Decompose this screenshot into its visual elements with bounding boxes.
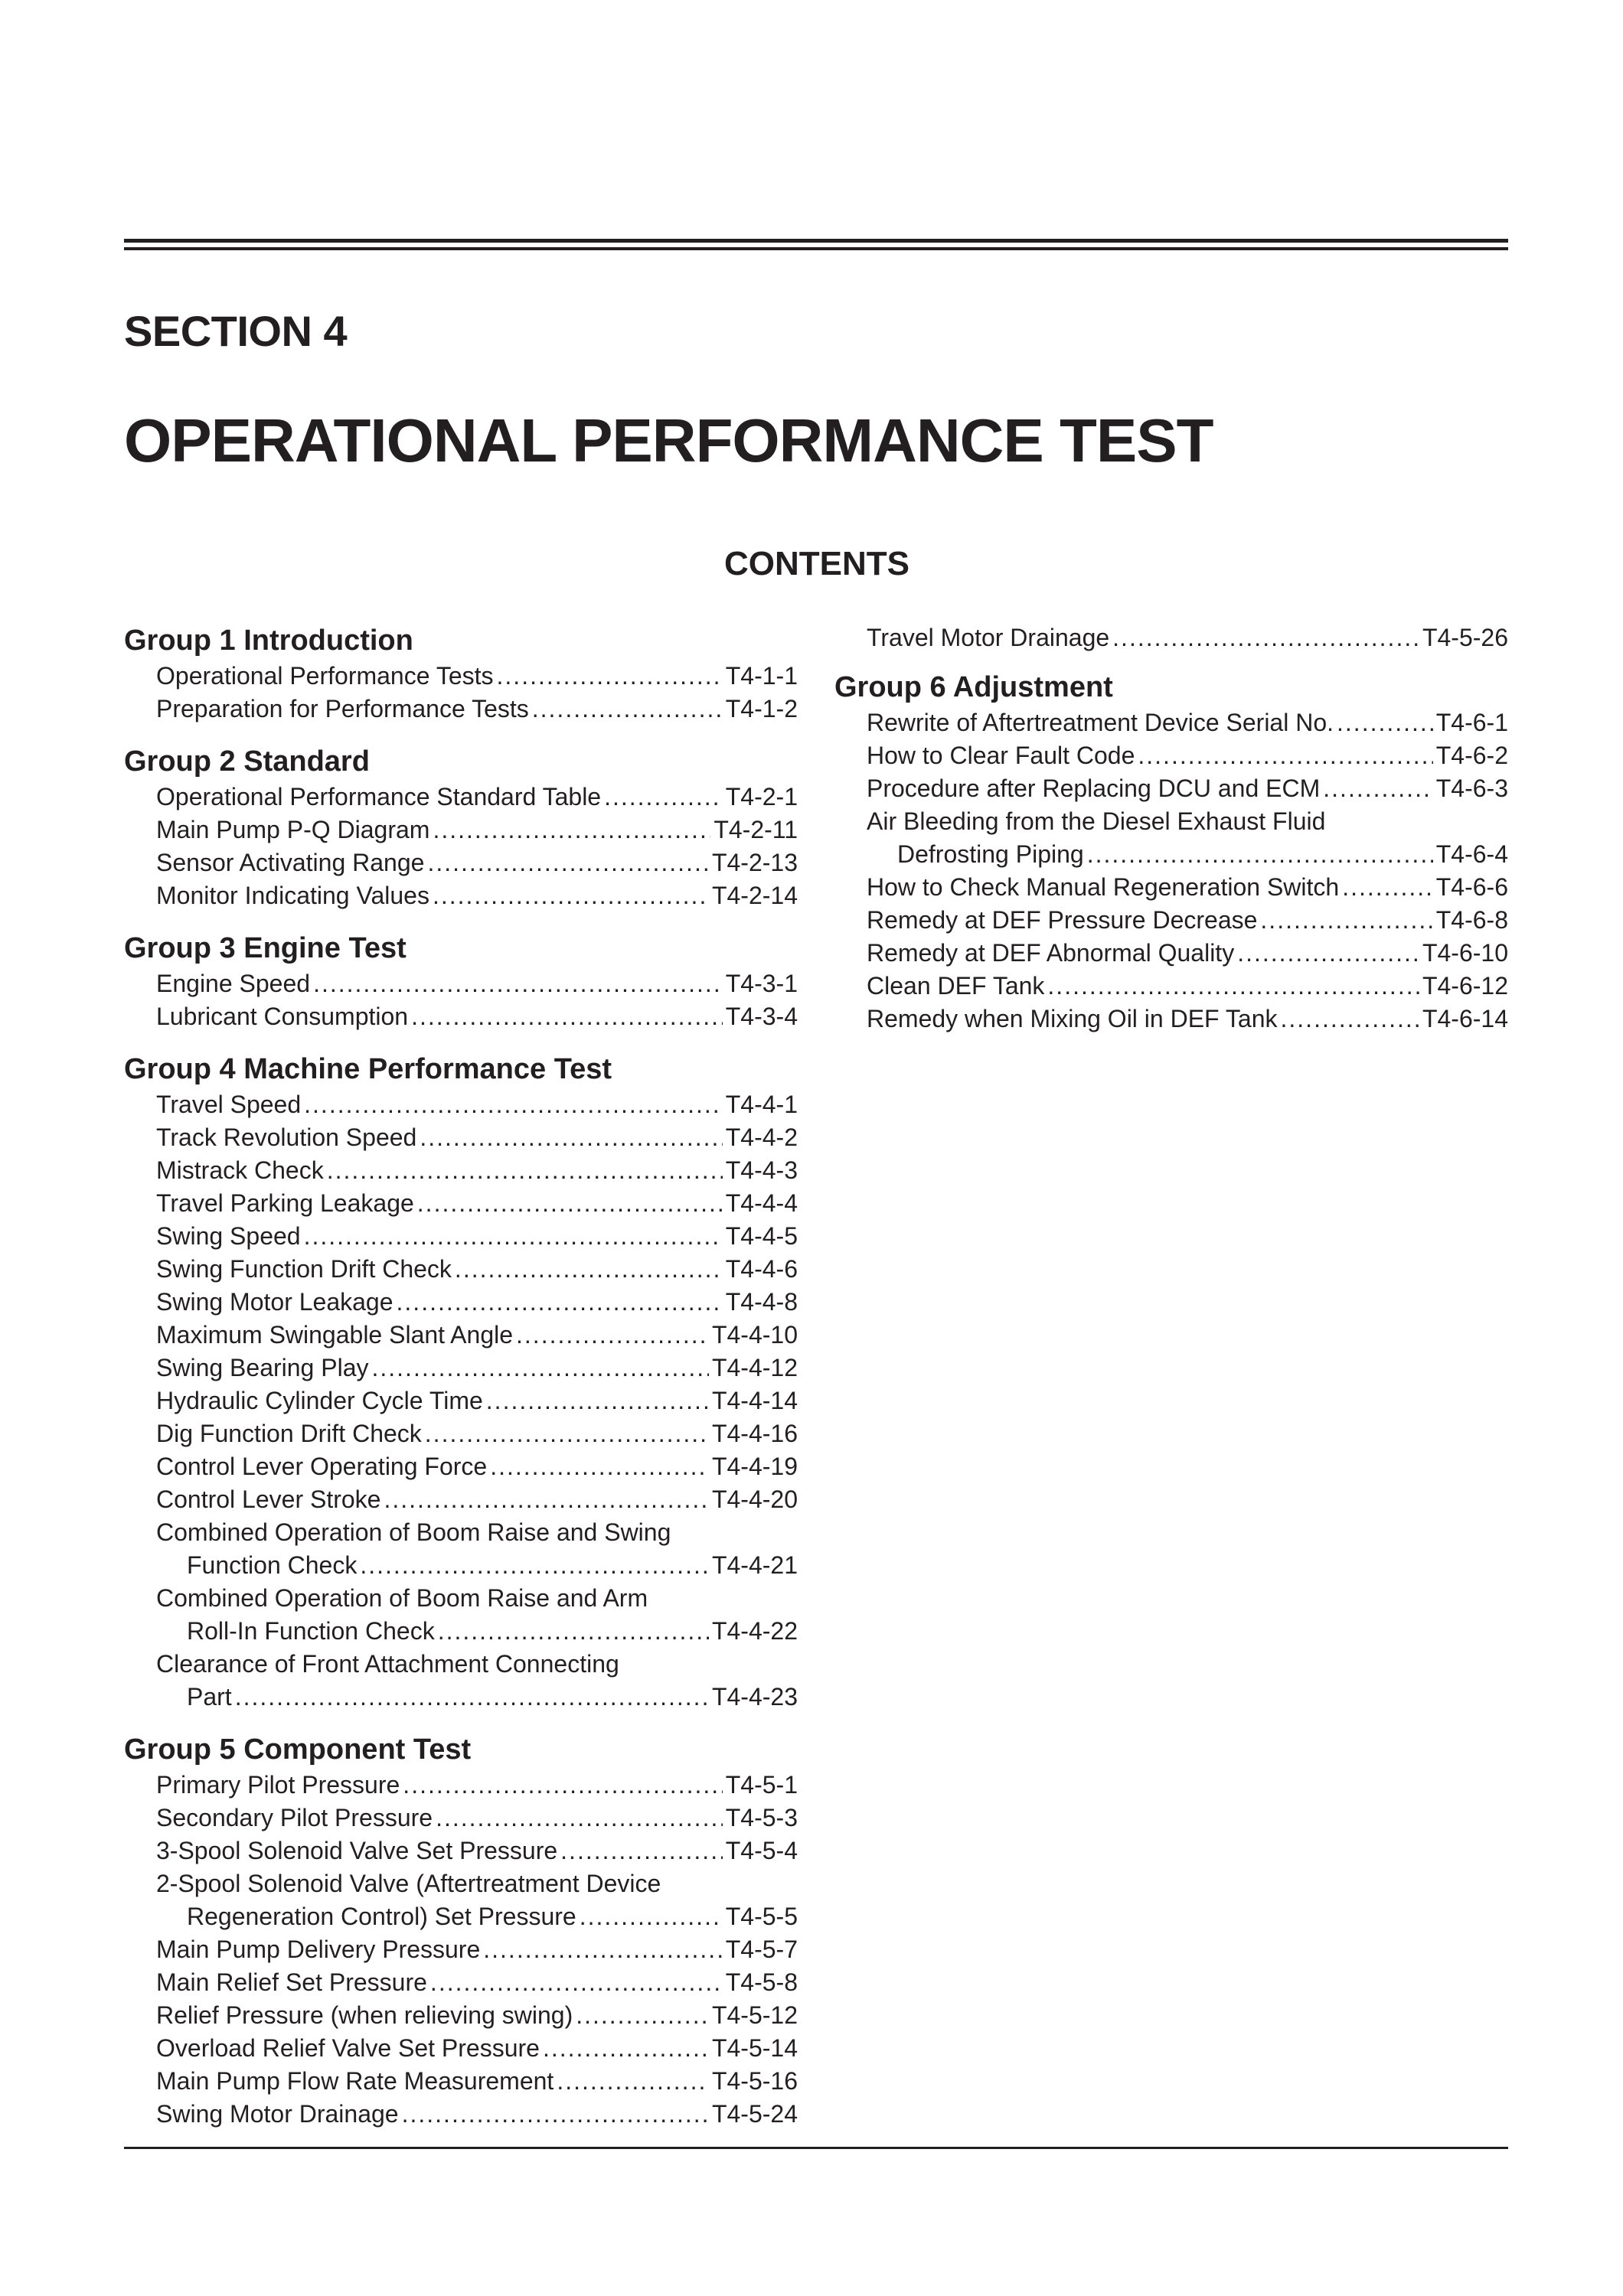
dot-leader (490, 1450, 709, 1483)
dot-leader (532, 693, 723, 726)
toc-entry[interactable] (156, 1966, 798, 1999)
entry-title: Relief Pressure (when relieving swing) (156, 2001, 573, 2029)
entry-title: Swing Bearing Play (156, 1354, 369, 1381)
entry-title: Main Pump Delivery Pressure (156, 1936, 481, 1963)
entry-page: T4-4-3 (725, 1156, 798, 1184)
entry-page: T4-4-4 (725, 1189, 798, 1217)
dot-leader (235, 1681, 709, 1714)
dot-leader (371, 1352, 708, 1384)
toc-entry[interactable] (156, 1000, 798, 1033)
toc-entry[interactable] (156, 1384, 798, 1417)
toc-entry[interactable] (156, 2098, 798, 2131)
dot-leader (403, 1769, 722, 1802)
entry-page: T4-2-13 (711, 849, 798, 876)
entry-page: T4-6-1 (1435, 709, 1508, 736)
entry-title: Overload Relief Valve Set Pressure (156, 2034, 540, 2062)
entry-title: Travel Parking Leakage (156, 1189, 414, 1217)
toc-entry[interactable] (156, 2065, 798, 2098)
entry-page: T4-4-12 (711, 1354, 798, 1381)
toc-group-2 (124, 742, 798, 912)
entry-page: T4-2-1 (725, 783, 798, 810)
entry-page: T4-4-14 (711, 1387, 798, 1414)
dot-leader (384, 1483, 708, 1516)
entry-title: Remedy when Mixing Oil in DEF Tank (867, 1005, 1278, 1032)
entry-page: T4-4-10 (711, 1321, 798, 1349)
dot-leader (557, 2065, 709, 2098)
entry-page: T4-4-21 (711, 1551, 798, 1579)
entry-page: T4-5-3 (725, 1804, 798, 1831)
toc-entry[interactable] (867, 621, 1508, 654)
toc-entry[interactable] (867, 739, 1508, 772)
toc-entry[interactable] (156, 1516, 798, 1582)
entry-title: Rewrite of Aftertreatment Device Serial No. (867, 709, 1334, 736)
group-title: Group 4 Machine Performance Test (124, 1053, 612, 1085)
toc-entry[interactable] (156, 2032, 798, 2065)
dot-leader (455, 1253, 723, 1286)
dot-leader (576, 1999, 709, 2032)
toc-entry[interactable] (156, 1319, 798, 1352)
toc-group-5 (124, 1730, 798, 2131)
entry-page: T4-6-14 (1422, 1005, 1508, 1032)
toc-entry[interactable] (156, 1253, 798, 1286)
dot-leader (1342, 871, 1433, 904)
entry-page: T4-1-2 (725, 695, 798, 722)
entry-title: Main Pump Flow Rate Measurement (156, 2067, 554, 2095)
dot-leader (433, 879, 709, 912)
entry-title: Swing Motor Leakage (156, 1288, 394, 1316)
dot-leader (430, 1966, 723, 1999)
dot-leader (1112, 621, 1419, 654)
toc-entry[interactable] (156, 1769, 798, 1802)
toc-entry[interactable] (156, 1648, 798, 1714)
dot-leader (486, 1384, 709, 1417)
dot-leader (438, 1615, 709, 1648)
toc-entry[interactable] (156, 660, 798, 693)
dot-leader (1237, 937, 1419, 970)
group-title: Group 5 Component Test (124, 1733, 472, 1766)
entry-page: T4-3-1 (725, 970, 798, 997)
dot-leader (1281, 1003, 1419, 1035)
toc-entry[interactable] (867, 706, 1508, 739)
toc-entry[interactable] (156, 1187, 798, 1220)
entry-title: Swing Function Drift Check (156, 1255, 452, 1283)
entry-page: T4-4-2 (725, 1124, 798, 1151)
entry-title: Defrosting Piping (897, 840, 1084, 868)
entry-page: T4-6-10 (1422, 939, 1508, 967)
dot-leader (304, 1220, 723, 1253)
entry-page: T4-4-1 (725, 1091, 798, 1118)
toc-group-1 (124, 621, 798, 726)
entry-title: Regeneration Control) Set Pressure (187, 1903, 576, 1930)
dot-leader (1138, 739, 1432, 772)
dot-leader (411, 1000, 723, 1033)
entry-title: Primary Pilot Pressure (156, 1771, 400, 1799)
entry-title: Sensor Activating Range (156, 849, 425, 876)
entry-title: Engine Speed (156, 970, 311, 997)
entry-page: T4-4-16 (711, 1420, 798, 1447)
group-title: Group 6 Adjustment (834, 671, 1113, 703)
entry-title: Remedy at DEF Pressure Decrease (867, 906, 1258, 934)
toc-entry[interactable] (156, 1450, 798, 1483)
entry-title: Operational Performance Standard Table (156, 783, 602, 810)
toc-entry[interactable] (156, 1835, 798, 1867)
entry-page: T4-6-12 (1422, 972, 1508, 1000)
section-label: SECTION 4 (124, 307, 348, 355)
entry-title: Clean DEF Tank (867, 972, 1045, 1000)
dot-leader (304, 1088, 723, 1121)
entry-page: T4-6-2 (1435, 742, 1508, 769)
toc-entry[interactable] (156, 1582, 798, 1648)
entry-title-line1: 2-Spool Solenoid Valve (Aftertreatment Device (156, 1870, 661, 1897)
entry-page: T4-4-6 (725, 1255, 798, 1283)
entry-title: Operational Performance Tests (156, 662, 494, 690)
page-title: OPERATIONAL PERFORMANCE TEST (124, 406, 1213, 475)
toc-entry[interactable] (156, 879, 798, 912)
dot-leader (360, 1549, 709, 1582)
dot-leader (327, 1154, 723, 1187)
dot-leader (1047, 970, 1419, 1003)
toc-entry[interactable] (867, 871, 1508, 904)
dot-leader (1087, 838, 1433, 871)
entry-title: Swing Motor Drainage (156, 2100, 399, 2128)
entry-page: T4-4-19 (711, 1453, 798, 1480)
entry-page: T4-5-14 (711, 2034, 798, 2062)
entry-page: T4-4-23 (711, 1683, 798, 1711)
entry-title: Travel Speed (156, 1091, 302, 1118)
entry-page: T4-5-5 (725, 1903, 798, 1930)
toc-entry[interactable] (156, 967, 798, 1000)
entry-page: T4-5-26 (1422, 624, 1508, 651)
entry-page: T4-2-14 (711, 882, 798, 909)
dot-leader (420, 1121, 722, 1154)
entry-title: Function Check (187, 1551, 358, 1579)
top-rule-thick (124, 239, 1508, 243)
dot-leader (1337, 706, 1433, 739)
toc-entry[interactable] (156, 1802, 798, 1835)
entry-page: T4-6-3 (1435, 775, 1508, 802)
entry-page: T4-5-24 (711, 2100, 798, 2128)
entry-title: Swing Speed (156, 1222, 301, 1250)
toc-group-4 (124, 1050, 798, 1714)
dot-leader (1260, 904, 1432, 937)
toc-entry[interactable] (156, 781, 798, 814)
entry-page: T4-5-16 (711, 2067, 798, 2095)
entry-page: T4-6-6 (1435, 873, 1508, 901)
entry-title-line1: Combined Operation of Boom Raise and Arm (156, 1584, 648, 1612)
entry-title: Track Revolution Speed (156, 1124, 417, 1151)
dot-leader (497, 660, 723, 693)
dot-leader (516, 1319, 709, 1352)
entry-title: Hydraulic Cylinder Cycle Time (156, 1387, 483, 1414)
toc-right-column (834, 621, 1508, 1052)
entry-title-line1: Combined Operation of Boom Raise and Swing (156, 1518, 671, 1546)
entry-title: Main Pump P-Q Diagram (156, 816, 430, 843)
entry-page: T4-5-8 (725, 1968, 798, 1996)
toc-entry[interactable] (156, 846, 798, 879)
dot-leader (560, 1835, 723, 1867)
toc-entry[interactable] (156, 1867, 798, 1933)
dot-leader (543, 2032, 709, 2065)
toc-group-6 (834, 668, 1508, 1035)
entry-page: T4-5-7 (725, 1936, 798, 1963)
entry-title: Roll-In Function Check (187, 1617, 435, 1645)
toc-entry[interactable] (156, 1088, 798, 1121)
toc-entry[interactable] (867, 772, 1508, 805)
toc-entry[interactable] (867, 937, 1508, 970)
entry-title: Part (187, 1683, 232, 1711)
entry-title: Remedy at DEF Abnormal Quality (867, 939, 1235, 967)
group-title: Group 3 Engine Test (124, 932, 407, 964)
entry-page: T4-1-1 (725, 662, 798, 690)
entry-title: Control Lever Operating Force (156, 1453, 488, 1480)
toc-left-column (124, 621, 798, 2148)
entry-title: 3-Spool Solenoid Valve Set Pressure (156, 1837, 558, 1864)
entry-title: Dig Function Drift Check (156, 1420, 422, 1447)
toc-entry[interactable] (867, 1003, 1508, 1035)
entry-title: How to Clear Fault Code (867, 742, 1135, 769)
entry-title: Procedure after Replacing DCU and ECM (867, 775, 1321, 802)
contents-heading: CONTENTS (724, 545, 909, 582)
entry-page: T4-5-1 (725, 1771, 798, 1799)
toc-entry[interactable] (156, 814, 798, 846)
entry-title: Lubricant Consumption (156, 1003, 409, 1030)
entry-page: T4-4-8 (725, 1288, 798, 1316)
entry-title: Travel Motor Drainage (867, 624, 1110, 651)
dot-leader (417, 1187, 723, 1220)
toc-entry[interactable] (156, 1483, 798, 1516)
toc-entry[interactable] (156, 693, 798, 726)
entry-title: How to Check Manual Regeneration Switch (867, 873, 1340, 901)
entry-title: Secondary Pilot Pressure (156, 1804, 433, 1831)
entry-page: T4-4-5 (725, 1222, 798, 1250)
bottom-rule (124, 2147, 1508, 2149)
dot-leader (425, 1417, 709, 1450)
dot-leader (580, 1900, 723, 1933)
entry-title: Preparation for Performance Tests (156, 695, 529, 722)
entry-title: Control Lever Stroke (156, 1486, 381, 1513)
dot-leader (433, 814, 710, 846)
entry-page: T4-5-4 (725, 1837, 798, 1864)
toc-entry[interactable] (867, 904, 1508, 937)
top-rule-thin (124, 247, 1508, 250)
dot-leader (604, 781, 723, 814)
toc-entry[interactable] (156, 1999, 798, 2032)
toc-group-5-continued (834, 621, 1508, 654)
entry-title-line1: Clearance of Front Attachment Connecting (156, 1650, 619, 1678)
dot-leader (397, 1286, 723, 1319)
toc-entry[interactable] (156, 1933, 798, 1966)
entry-page: T4-2-11 (714, 816, 798, 843)
toc-entry[interactable] (867, 970, 1508, 1003)
entry-page: T4-4-22 (711, 1617, 798, 1645)
entry-page: T4-4-20 (711, 1486, 798, 1513)
toc-group-3 (124, 929, 798, 1033)
entry-title: Mistrack Check (156, 1156, 324, 1184)
entry-page: T4-3-4 (725, 1003, 798, 1030)
entry-title: Maximum Swingable Slant Angle (156, 1321, 514, 1349)
dot-leader (313, 967, 723, 1000)
toc-entry[interactable] (156, 1154, 798, 1187)
entry-title: Monitor Indicating Values (156, 882, 429, 909)
dot-leader (427, 846, 709, 879)
dot-leader (1323, 772, 1432, 805)
entry-page: T4-6-4 (1435, 840, 1508, 868)
toc-entry[interactable] (867, 805, 1508, 871)
toc-entry[interactable] (156, 1286, 798, 1319)
dot-leader (436, 1802, 723, 1835)
entry-title: Main Relief Set Pressure (156, 1968, 427, 1996)
entry-page: T4-5-12 (711, 2001, 798, 2029)
toc-entry[interactable] (156, 1220, 798, 1253)
entry-page: T4-6-8 (1435, 906, 1508, 934)
toc-entry[interactable] (156, 1417, 798, 1450)
toc-entry[interactable] (156, 1352, 798, 1384)
toc-entry[interactable] (156, 1121, 798, 1154)
group-title: Group 2 Standard (124, 745, 370, 778)
entry-title-line1: Air Bleeding from the Diesel Exhaust Fluid (867, 807, 1326, 835)
dot-leader (483, 1933, 723, 1966)
group-title: Group 1 Introduction (124, 625, 413, 657)
dot-leader (402, 2098, 709, 2131)
